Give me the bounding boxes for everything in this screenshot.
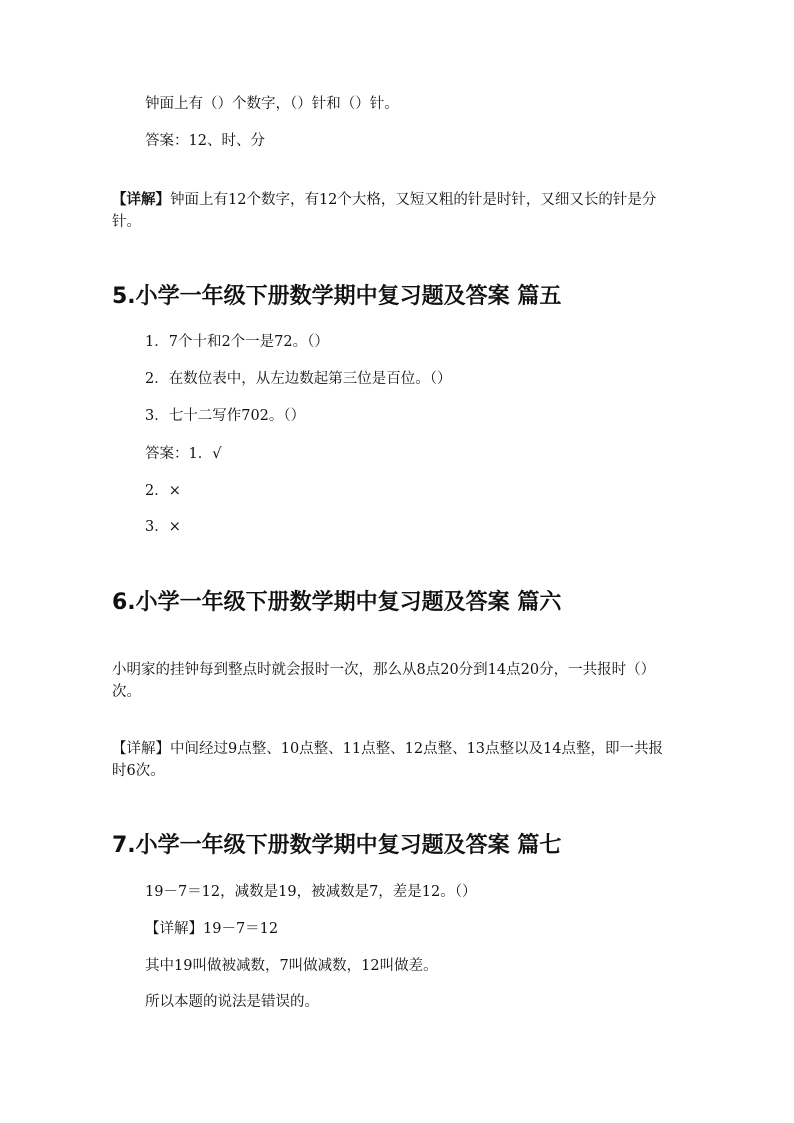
explanation-line: 其中19叫做被减数，7叫做减数，12叫做差。 (145, 958, 438, 974)
detail-clock-chime (112, 738, 677, 782)
detail-text: 钟面上有12个数字，有12个大格，又短又粗的针是时针，又细又长的针是分针。 (112, 192, 657, 230)
section-heading-7: 7.小学一年级下册数学期中复习题及答案 篇七 (112, 833, 562, 858)
detail-text: 中间经过9点整、10点整、11点整、12点整、13点整以及14点整，即一共报时6次。 (112, 741, 663, 779)
detail-clock-face (112, 189, 677, 233)
answer-line: 答案：1．√ (145, 446, 222, 462)
explanation-line: 所以本题的说法是错误的。 (145, 994, 319, 1010)
detail-subtraction: 【详解】19－7＝12 (145, 921, 279, 937)
question-clock-face: 钟面上有（）个数字，（）针和（）针。 (145, 96, 399, 112)
detail-tag: 【详解】 (112, 191, 170, 208)
list-item: 2．在数位表中，从左边数起第三位是百位。（） (145, 371, 452, 387)
answer-line: 3．× (145, 519, 181, 535)
question-clock-chime: 小明家的挂钟每到整点时就会报时一次，那么从8点20分到14点20分，一共报时（）次。 (112, 662, 656, 700)
section-heading-5: 5.小学一年级下册数学期中复习题及答案 篇五 (112, 284, 562, 309)
answer-clock-face: 答案：12、时、分 (145, 133, 265, 149)
question-subtraction: 19－7＝12，减数是19，被减数是7，差是12。（） (145, 884, 477, 900)
detail-tag: 【详解】 (112, 741, 170, 757)
answer-line: 2．× (145, 483, 181, 499)
list-item: 1．7个十和2个一是72。（） (145, 334, 329, 350)
section-heading-6: 6.小学一年级下册数学期中复习题及答案 篇六 (112, 590, 562, 615)
list-item: 3．七十二写作702。（） (145, 408, 306, 424)
